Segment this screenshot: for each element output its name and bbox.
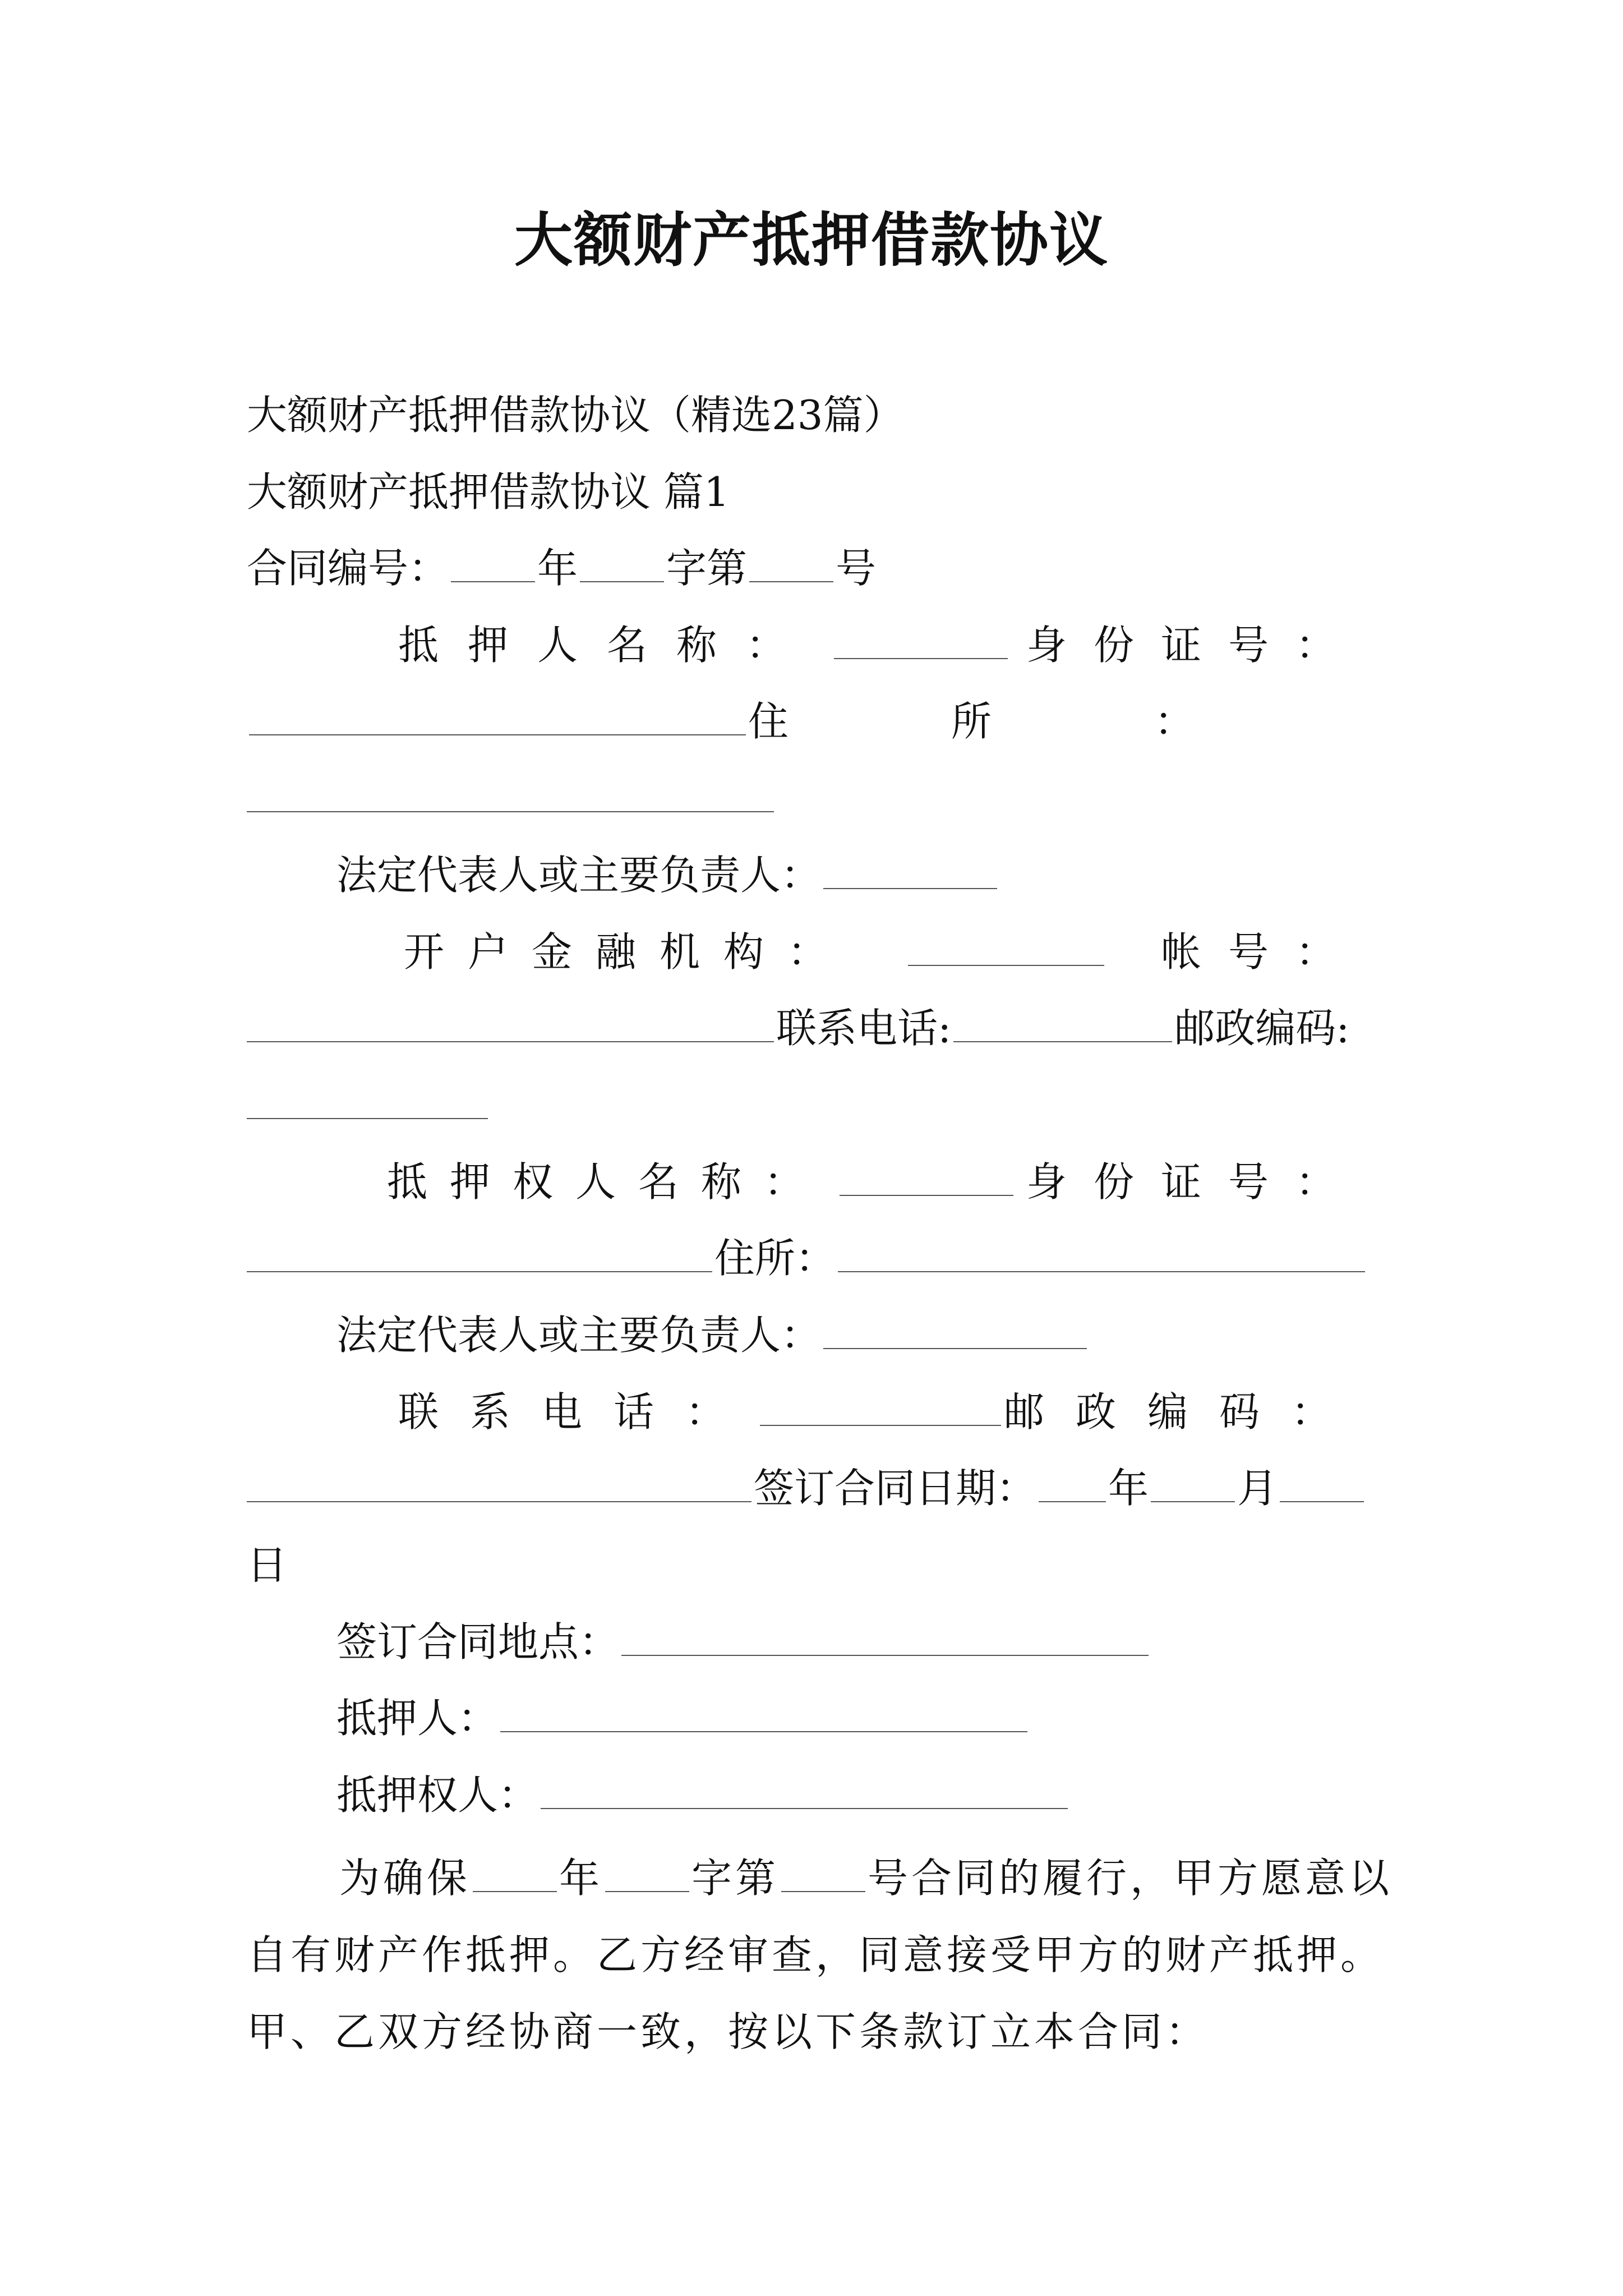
sign-date-label: 签订合同日期： [754, 1465, 1037, 1512]
blank-field [1280, 1467, 1364, 1502]
signer-mortgagee-line [336, 1770, 1492, 1820]
mortgagor-phone-line [247, 1003, 1402, 1053]
clause-prefix: 为确保 [339, 1855, 471, 1902]
contract-number-label: 合同编号： [247, 545, 449, 592]
blank-field [247, 1467, 751, 1502]
clause-char: 字第 [691, 1855, 780, 1902]
mortgagor-bank-line [404, 927, 1363, 977]
blank-field [605, 1857, 689, 1892]
mortgagor-bank-label: 开户金融机构： [404, 928, 852, 976]
mortgagor-address-label: 住所： [748, 698, 1357, 745]
no-label: 号 [836, 545, 877, 592]
blank-field [834, 624, 1008, 659]
mortgagor-legal-rep-line [336, 850, 1492, 900]
blank-field [749, 547, 833, 582]
blank-field [823, 854, 997, 889]
blank-field [840, 1161, 1013, 1196]
mortgagor-postcode-label: 邮政编码: [1174, 1005, 1350, 1052]
char-label: 字第 [666, 545, 748, 592]
year-label: 年 [537, 545, 578, 592]
sign-date-day: 日 [247, 1542, 288, 1589]
sign-date-day-line [247, 1540, 1402, 1590]
sign-place-label: 签订合同地点： [336, 1618, 620, 1665]
blank-field [541, 1774, 1068, 1809]
mortgagee-phone-line [398, 1387, 1363, 1437]
clause-year: 年 [559, 1855, 603, 1902]
clause-suffix: 号合同的履行，甲方愿意以自有财产作抵押。乙方经审查，同意接受甲方的财产抵押。甲、乙双方经协商一致，按以下条款订立本合同： [247, 1855, 1393, 2055]
sign-date-line [247, 1463, 1402, 1513]
clause-intro-paragraph [247, 1840, 1396, 2070]
mortgagee-name-label: 抵押权人名称： [387, 1158, 827, 1205]
blank-field [781, 1857, 865, 1892]
blank-field [1151, 1467, 1235, 1502]
mortgagee-legal-rep-label: 法定代表人或主要负责人： [336, 1312, 822, 1359]
blank-field [247, 1237, 712, 1272]
mortgagor-legal-rep-label: 法定代表人或主要负责人： [336, 852, 822, 899]
blank-field [451, 547, 535, 582]
mortgagor-address-blank-line [247, 773, 1402, 823]
blank-field [249, 701, 746, 735]
section-heading: 大额财产抵押借款协议 篇1 [247, 468, 730, 516]
mortgagee-phone-label: 联系电话： [398, 1388, 758, 1435]
mortgagee-legal-rep-line [336, 1310, 1492, 1360]
mortgagee-address-line [247, 1233, 1402, 1283]
blank-field [247, 777, 774, 812]
mortgagee-address-label: 住所： [714, 1235, 836, 1282]
mortgagor-id-label: 身份证号： [1026, 622, 1363, 669]
signer-mortgagor-label: 抵押人： [336, 1695, 499, 1742]
mortgagor-postcode-blank-line [247, 1080, 1402, 1130]
sign-place-line [336, 1617, 1492, 1667]
mortgagor-name-label: 抵押人名称： [398, 622, 816, 669]
blank-field [823, 1314, 1087, 1349]
signer-mortgagor-line [336, 1693, 1492, 1743]
mortgagee-name-line [387, 1157, 1363, 1207]
mortgagor-account-label: 帐号： [1160, 928, 1363, 976]
blank-field [500, 1697, 1027, 1732]
mortgagor-phone-label: 联系电话: [776, 1005, 952, 1052]
blank-field [580, 547, 664, 582]
blank-field [621, 1621, 1149, 1656]
blank-field [838, 1237, 1365, 1272]
blank-field [908, 931, 1104, 966]
mortgagee-postcode-label: 邮政编码： [1003, 1388, 1363, 1435]
sign-date-year: 年 [1108, 1465, 1149, 1512]
sign-date-month: 月 [1237, 1465, 1278, 1512]
contract-number-line [247, 543, 1402, 593]
signer-mortgagee-label: 抵押权人： [336, 1772, 539, 1819]
blank-field [473, 1857, 557, 1892]
blank-field [247, 1084, 488, 1119]
mortgagor-address-line [247, 696, 1357, 747]
document-title: 大额财产抵押借款协议 [514, 205, 1109, 274]
mortgagor-name-line [398, 620, 1363, 670]
blank-field [953, 1007, 1172, 1042]
blank-field [1039, 1467, 1106, 1502]
subtitle: 大额财产抵押借款协议（精选23篇） [247, 392, 904, 439]
blank-field [760, 1391, 1001, 1426]
mortgagee-id-label: 身份证号： [1026, 1158, 1363, 1205]
blank-field [247, 1007, 774, 1042]
